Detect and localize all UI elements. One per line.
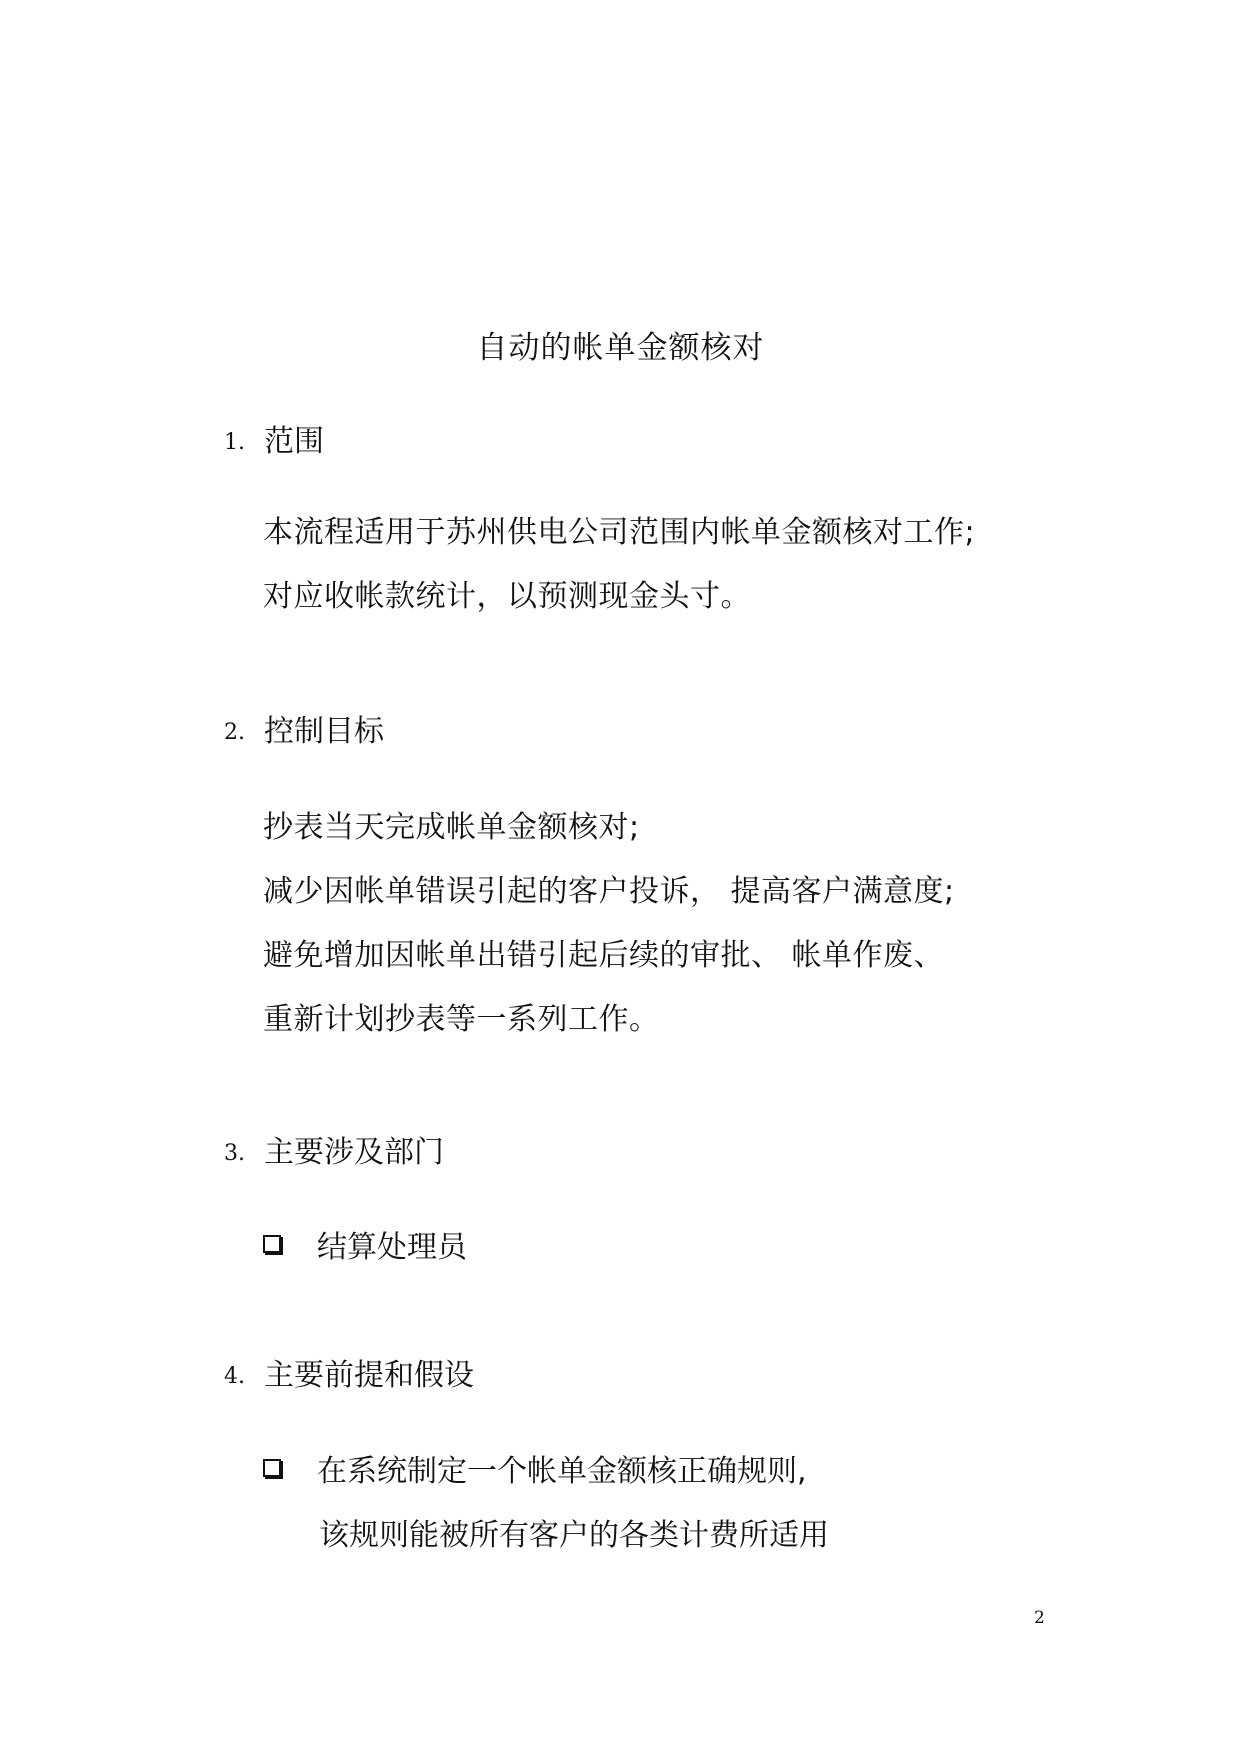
section-heading-objectives [224,712,384,753]
bullet-text: 在系统制定一个帐单金额核正确规则, [317,1454,807,1489]
section-title: 范围 [264,424,324,459]
paragraph-line: 重新计划抄表等一系列工作。 [263,1002,660,1037]
paragraph-line: 减少因帐单错误引起的客户投诉， 提高客户满意度; [263,874,955,909]
page-number: 2 [1034,1608,1045,1628]
section-number: 2. [224,720,245,745]
section-heading-scope [224,422,324,463]
bullet-text: 结算处理员 [317,1230,467,1265]
section-number: 1. [224,430,245,455]
section-heading-assumptions [224,1356,474,1397]
paragraph-line: 抄表当天完成帐单金额核对; [263,810,640,845]
section-title: 控制目标 [264,714,384,749]
section-number: 3. [224,1141,245,1166]
document-title: 自动的帐单金额核对 [476,330,765,366]
section-number: 4. [224,1364,245,1389]
section-title: 主要前提和假设 [264,1358,474,1393]
paragraph-line: 避免增加因帐单出错引起后续的审批、 帐单作废、 [263,938,945,973]
checkbox-bullet-icon [263,1459,281,1477]
paragraph-line: 本流程适用于苏州供电公司范围内帐单金额核对工作; [263,515,976,550]
bullet-item [263,1452,807,1492]
paragraph-line: 对应收帐款统计，以预测现金头寸。 [263,579,751,614]
bullet-item [263,1228,467,1268]
section-heading-departments [224,1133,444,1174]
section-title: 主要涉及部门 [264,1135,444,1170]
checkbox-bullet-icon [263,1235,281,1253]
bullet-continuation: 该规则能被所有客户的各类计费所适用 [319,1518,829,1553]
